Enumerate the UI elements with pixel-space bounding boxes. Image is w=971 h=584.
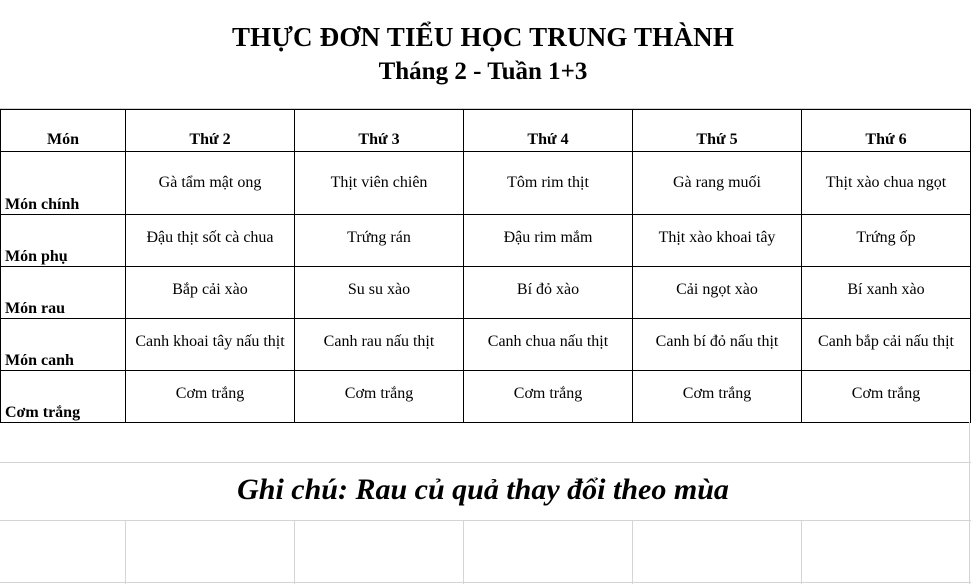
day-header[interactable]: Thứ 5 [633,110,802,152]
dish-cell[interactable]: Bắp cải xào [126,267,295,319]
dish-cell[interactable]: Cơm trắng [295,371,464,423]
dish-cell[interactable]: Cải ngọt xào [633,267,802,319]
day-header[interactable]: Thứ 3 [295,110,464,152]
dish-cell[interactable]: Cơm trắng [633,371,802,423]
dish-cell[interactable]: Canh rau nấu thịt [295,319,464,371]
dish-cell[interactable]: Bí đỏ xào [464,267,633,319]
dish-cell[interactable]: Canh bí đỏ nấu thịt [633,319,802,371]
corner-header[interactable]: Món [1,110,126,152]
gridline [801,520,802,584]
gridline [294,520,295,584]
row-label[interactable]: Món phụ [1,215,126,267]
dish-cell[interactable]: Đậu rim mắm [464,215,633,267]
table-row [1,371,971,423]
menu-table [0,109,971,423]
row-label[interactable]: Cơm trắng [1,371,126,423]
row-label[interactable]: Món rau [1,267,126,319]
dish-cell[interactable]: Cơm trắng [802,371,971,423]
dish-cell[interactable]: Đậu thịt sốt cà chua [126,215,295,267]
day-header[interactable]: Thứ 2 [126,110,295,152]
gridline [0,520,971,521]
gridline [632,520,633,584]
row-label[interactable]: Món canh [1,319,126,371]
dish-cell[interactable]: Thịt xào khoai tây [633,215,802,267]
gridline [125,520,126,584]
table-row [1,152,971,215]
dish-cell[interactable]: Bí xanh xào [802,267,971,319]
gridline [463,520,464,584]
gridline [0,462,971,463]
dish-cell[interactable]: Canh chua nấu thịt [464,319,633,371]
dish-cell[interactable]: Trứng rán [295,215,464,267]
table-row [1,267,971,319]
row-label[interactable]: Món chính [1,152,126,215]
gridline [0,582,971,583]
gridline [969,422,970,584]
dish-cell[interactable]: Canh khoai tây nấu thịt [126,319,295,371]
day-header[interactable]: Thứ 6 [802,110,971,152]
dish-cell[interactable]: Cơm trắng [126,371,295,423]
day-header[interactable]: Thứ 4 [464,110,633,152]
dish-cell[interactable]: Trứng ốp [802,215,971,267]
note-text: Ghi chú: Rau củ quả thay đổi theo mùa [237,473,729,506]
table-row [1,215,971,267]
dish-cell[interactable]: Canh bắp cải nấu thịt [802,319,971,371]
dish-cell[interactable]: Gà tẩm mật ong [126,152,295,215]
menu-subtitle: Tháng 2 - Tuần 1+3 [378,58,588,85]
title-block [0,0,971,109]
dish-cell[interactable]: Gà rang muối [633,152,802,215]
dish-cell[interactable]: Tôm rim thịt [464,152,633,215]
dish-cell[interactable]: Cơm trắng [464,371,633,423]
table-header-row [1,110,971,152]
dish-cell[interactable]: Thịt xào chua ngọt [802,152,971,215]
table-row [1,319,971,371]
dish-cell[interactable]: Thịt viên chiên [295,152,464,215]
menu-title: THỰC ĐƠN TIỂU HỌC TRUNG THÀNH [231,22,735,52]
dish-cell[interactable]: Su su xào [295,267,464,319]
